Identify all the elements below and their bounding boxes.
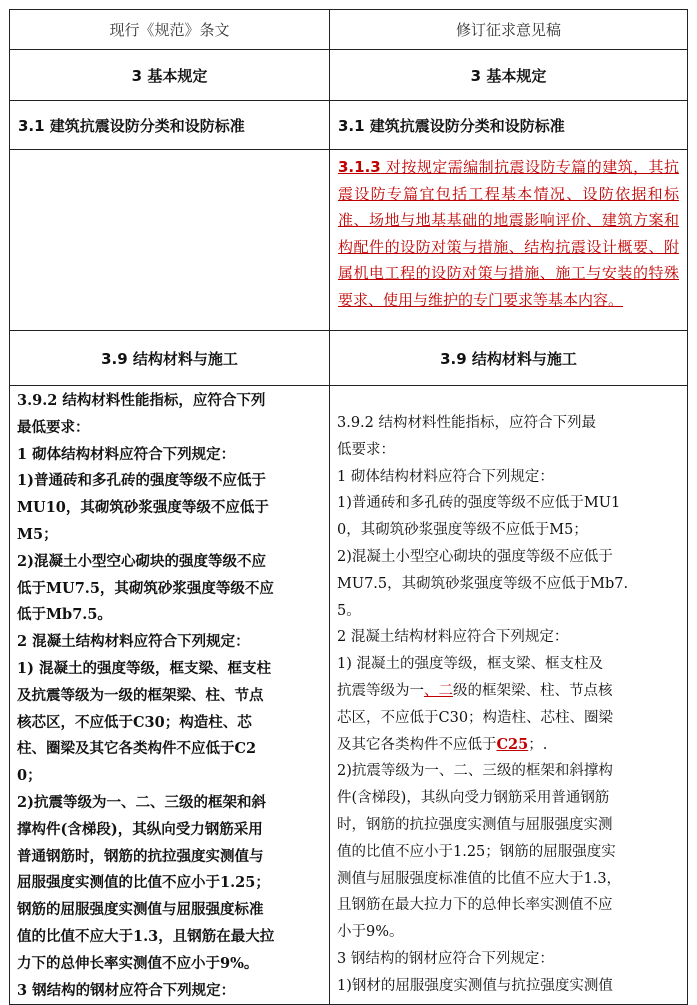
right-line: 且钢筋在最大拉力下的总伸长率实测值不应 — [337, 897, 613, 914]
left-line: 0； — [17, 767, 42, 785]
section-3-1-left: 3.1 建筑抗震设防分类和设防标准 — [10, 101, 330, 150]
clause-3-1-3-text — [330, 150, 687, 313]
section-3-9-right: 3.9 结构材料与施工 — [330, 331, 688, 386]
right-line: 1 砌体结构材料应符合下列规定： — [337, 468, 554, 485]
right-line: 5。 — [337, 602, 361, 619]
right-line: 2 混凝土结构材料应符合下列规定： — [337, 629, 569, 646]
left-lines — [10, 386, 329, 1004]
clause-3-1-3-body: 对按规定需编制抗震设防专篇的建筑，其抗震设防专篇宜包括工程基本情况、设防依据和标准、场地与地基基础的地震影响评价、建筑方案和构配件的设防对策与措施、结构抗震设计概要、附属机电工程的设防对策与措施、施工与安装的特殊要求、使用与维护的专门要求等基本内容。 — [338, 158, 679, 309]
clause-3-9-2-row — [10, 386, 688, 1005]
right-line-part: 级的框架梁、柱、节点核 — [453, 682, 613, 699]
left-line: 力下的总伸长率实测值不应小于9%。 — [17, 954, 259, 972]
right-line: 值的比值不应小于1.25；钢筋的屈服强度实 — [337, 843, 616, 860]
section-3-1-right: 3.1 建筑抗震设防分类和设防标准 — [330, 101, 688, 150]
right-line: 件(含梯段)，其纵向受力钢筋采用普通钢筋 — [337, 790, 610, 807]
right-line — [330, 678, 687, 705]
left-line: 1) 混凝土的强度等级，框支梁、框支柱 — [17, 659, 271, 677]
comparison-table — [9, 9, 688, 1005]
section-3-9-row — [10, 331, 688, 386]
right-line — [330, 732, 687, 759]
left-line: 撑构件(含梯段)，其纵向受力钢筋采用 — [17, 820, 263, 838]
right-line: 3 钢结构的钢材应符合下列规定： — [337, 950, 554, 967]
left-line: 值的比值不应大于1.3，且钢筋在最大拉 — [17, 927, 275, 945]
left-line: 及抗震等级为一级的框架梁、柱、节点 — [17, 686, 264, 704]
right-line: 1)钢材的屈服强度实测值与抗拉强度实测值 — [337, 977, 613, 994]
right-line: 0，其砌筑砂浆强度等级不应低于M5； — [337, 522, 588, 539]
left-line: 1 砌体结构材料应符合下列规定： — [17, 445, 236, 463]
left-line: 3 钢结构的钢材应符合下列规定： — [17, 981, 236, 999]
left-line: 普通钢筋时，钢筋的抗拉强度实测值与 — [17, 847, 264, 865]
right-line: 2)抗震等级为一、二、三级的框架和斜撑构 — [337, 763, 613, 780]
revision-insert-er: 、二 — [424, 682, 453, 699]
right-line: MU7.5，其砌筑砂浆强度等级不应低于Mb7. — [337, 575, 629, 592]
left-line: 2)抗震等级为一、二、三级的框架和斜 — [17, 793, 266, 811]
left-line: 最低要求： — [17, 418, 90, 436]
right-line-part: ；. — [528, 736, 548, 753]
chapter-right: 3 基本规定 — [330, 50, 688, 101]
clause-3-1-3-right — [330, 150, 688, 331]
right-line: 2)混凝土小型空心砌块的强度等级不应低于 — [337, 548, 613, 565]
clause-3-1-3-row — [10, 150, 688, 331]
right-line: 测值与屈服强度标准值的比值不应大于1.3， — [337, 870, 622, 887]
left-line: 屈服强度实测值的比值不应小于1.25； — [17, 874, 270, 892]
left-line: 柱、圈梁及其它各类构件不应低于C2 — [17, 740, 257, 758]
clause-3-9-2-right — [330, 386, 688, 1005]
chapter-row — [10, 50, 688, 101]
right-line: 3.9.2 结构材料性能指标，应符合下列最 — [337, 415, 597, 431]
header-current-clause: 现行《规范》条文 — [10, 10, 330, 50]
left-line: MU10，其砌筑砂浆强度等级不应低于 — [17, 499, 269, 517]
right-line-part: 抗震等级为一 — [337, 682, 424, 699]
clause-3-1-3-left-empty — [10, 150, 330, 331]
section-3-9-left: 3.9 结构材料与施工 — [10, 331, 330, 386]
clause-3-1-3-number: 3.1.3 — [338, 158, 381, 176]
chapter-left: 3 基本规定 — [10, 50, 330, 101]
header-row — [10, 10, 688, 50]
left-line: 3.9.2 结构材料性能指标，应符合下列 — [17, 392, 266, 409]
left-line: 2)混凝土小型空心砌块的强度等级不应 — [17, 552, 266, 570]
left-line: M5； — [17, 525, 58, 543]
section-3-1-row — [10, 101, 688, 150]
right-line: 小于9%。 — [337, 924, 404, 941]
left-line: 钢筋的屈服强度实测值与屈服强度标准 — [17, 901, 264, 919]
clause-3-9-2-left — [10, 386, 330, 1005]
left-line: 低于MU7.5，其砌筑砂浆强度等级不应 — [17, 579, 274, 597]
right-line: 芯区，不应低于C30；构造柱、芯柱、圈梁 — [337, 709, 614, 726]
right-line-part: 及其它各类构件不应低于 — [337, 736, 497, 753]
left-line: 低于Mb7.5。 — [17, 606, 112, 624]
revision-insert-c25: C25 — [496, 735, 529, 753]
left-line: 1)普通砖和多孔砖的强度等级不应低于 — [17, 472, 266, 490]
left-line: 核芯区，不应低于C30；构造柱、芯 — [17, 713, 252, 731]
right-line: 时，钢筋的抗拉强度实测值与屈服强度实测 — [337, 816, 613, 833]
left-line: 2 混凝土结构材料应符合下列规定： — [17, 633, 250, 651]
right-line: 1) 混凝土的强度等级，框支梁、框支柱及 — [337, 656, 603, 673]
right-line: 低要求： — [337, 441, 395, 458]
header-revision-draft: 修订征求意见稿 — [330, 10, 688, 50]
right-lines — [330, 386, 687, 1000]
right-line: 1)普通砖和多孔砖的强度等级不应低于MU1 — [337, 495, 621, 512]
